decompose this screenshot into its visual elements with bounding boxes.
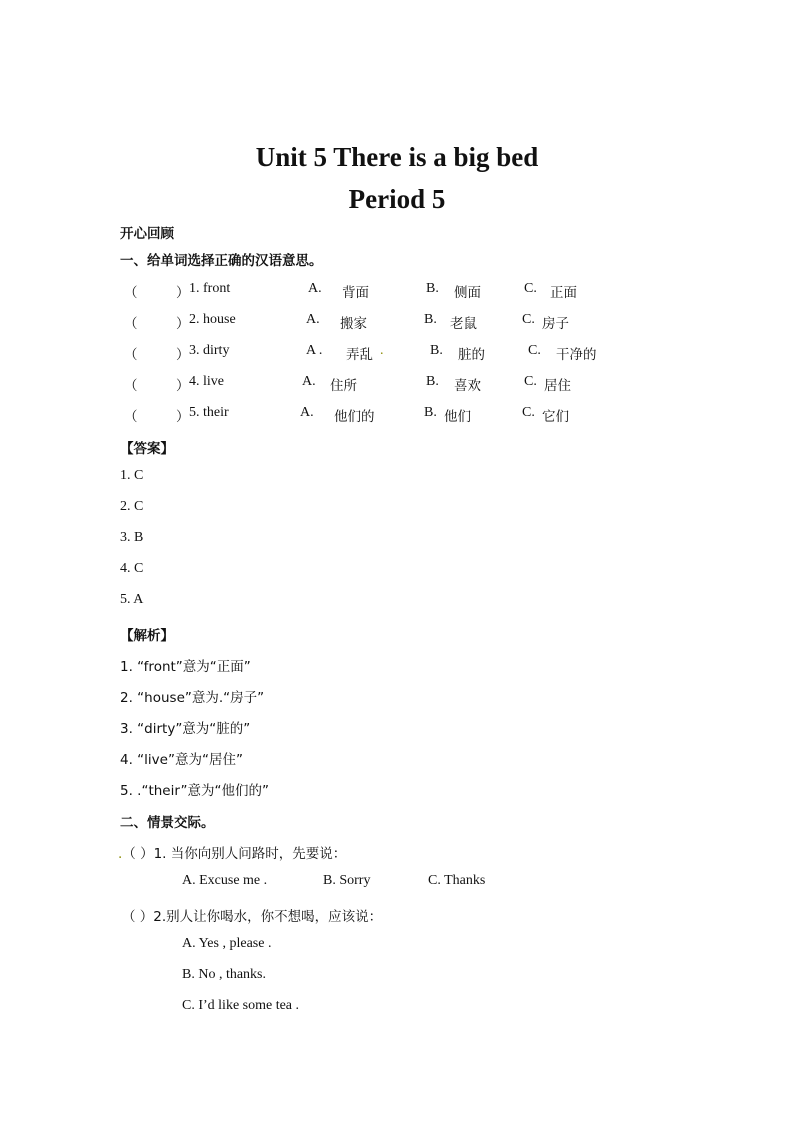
answer-item: 1. C — [120, 468, 144, 483]
dialogue-question-2: （ ）2.别人让你喝水，你不想喝，应该说： — [122, 909, 383, 925]
dialogue-option-c: C. I’d like some tea . — [182, 998, 300, 1013]
open-paren: （ — [124, 409, 138, 425]
close-paren: ） — [176, 409, 190, 425]
question-stem: （ ）1. 当你向别人问路时，先要说： — [122, 846, 347, 862]
option-c-text: 房子 — [542, 316, 569, 332]
option-b-label: B. — [426, 374, 439, 389]
dialogue-option-a: A. Excuse me . — [182, 873, 268, 888]
close-paren: ） — [176, 347, 190, 363]
option-b-label: B. — [430, 343, 443, 358]
option-a-text: 他们的 — [334, 409, 375, 425]
option-a-text: 住所 — [330, 378, 357, 394]
option-a-text: 背面 — [342, 285, 369, 301]
question-word: 1. front — [189, 281, 231, 296]
open-paren: （ — [124, 285, 138, 301]
option-c-label: C. — [524, 374, 537, 389]
analysis-item: 4. “live”意为“居住” — [120, 752, 243, 768]
option-c-label: C. — [524, 281, 537, 296]
part2-heading: 二、情景交际。 — [120, 815, 215, 831]
option-c-text: 它们 — [542, 409, 569, 425]
option-b-text: 喜欢 — [454, 378, 481, 394]
option-c-label: C. — [528, 343, 541, 358]
option-a-text: 搬家 — [340, 316, 367, 332]
question-word: 5. their — [189, 405, 229, 420]
option-a-label: A. — [308, 281, 322, 296]
option-c-text: 干净的 — [556, 347, 597, 363]
option-a-label: A. — [306, 312, 320, 327]
option-b-label: B. — [424, 312, 437, 327]
question-word: 4. live — [189, 374, 224, 389]
option-a-label: A. — [300, 405, 314, 420]
option-b-text: 侧面 — [454, 285, 481, 301]
analysis-heading: 【解析】 — [120, 628, 174, 644]
option-a-text: 弄乱 — [346, 347, 373, 363]
option-b-text: 他们 — [444, 409, 471, 425]
option-c-text: 正面 — [550, 285, 577, 301]
stray-dot-mark: . — [380, 343, 384, 358]
option-a-label: A . — [306, 343, 323, 358]
part1-heading: 一、给单词选择正确的汉语意思。 — [120, 253, 323, 269]
dialogue-option-b: B. Sorry — [323, 873, 371, 888]
analysis-item: 5. .“their”意为“他们的” — [120, 783, 269, 799]
option-b-label: B. — [424, 405, 437, 420]
close-paren: ） — [176, 285, 190, 301]
option-c-label: C. — [522, 405, 535, 420]
option-b-text: 老鼠 — [450, 316, 477, 332]
dialogue-question-1 — [118, 842, 346, 862]
question-word: 2. house — [189, 312, 236, 327]
option-b-text: 脏的 — [458, 347, 485, 363]
page-subtitle: Period 5 — [348, 184, 446, 214]
close-paren: ） — [176, 378, 190, 394]
dialogue-option-a: A. Yes , please . — [182, 936, 272, 951]
dialogue-option-c: C. Thanks — [428, 873, 486, 888]
section-review-heading: 开心回顾 — [120, 226, 174, 242]
option-a-label: A. — [302, 374, 316, 389]
dialogue-option-b: B. No , thanks. — [182, 967, 266, 982]
analysis-item: 1. “front”意为“正面” — [120, 659, 251, 675]
analysis-item: 3. “dirty”意为“脏的” — [120, 721, 251, 737]
close-paren: ） — [176, 316, 190, 332]
answer-item: 4. C — [120, 561, 144, 576]
open-paren: （ — [124, 347, 138, 363]
answer-heading: 【答案】 — [120, 441, 174, 457]
answer-item: 5. A — [120, 592, 144, 607]
stray-dot-mark: . — [118, 846, 123, 862]
open-paren: （ — [124, 316, 138, 332]
page-title: Unit 5 There is a big bed — [255, 142, 539, 172]
analysis-item: 2. “house”意为.“房子” — [120, 690, 265, 706]
option-b-label: B. — [426, 281, 439, 296]
answer-item: 2. C — [120, 499, 144, 514]
option-c-text: 居住 — [544, 378, 571, 394]
option-c-label: C. — [522, 312, 535, 327]
open-paren: （ — [124, 378, 138, 394]
answer-item: 3. B — [120, 530, 144, 545]
question-word: 3. dirty — [189, 343, 230, 358]
